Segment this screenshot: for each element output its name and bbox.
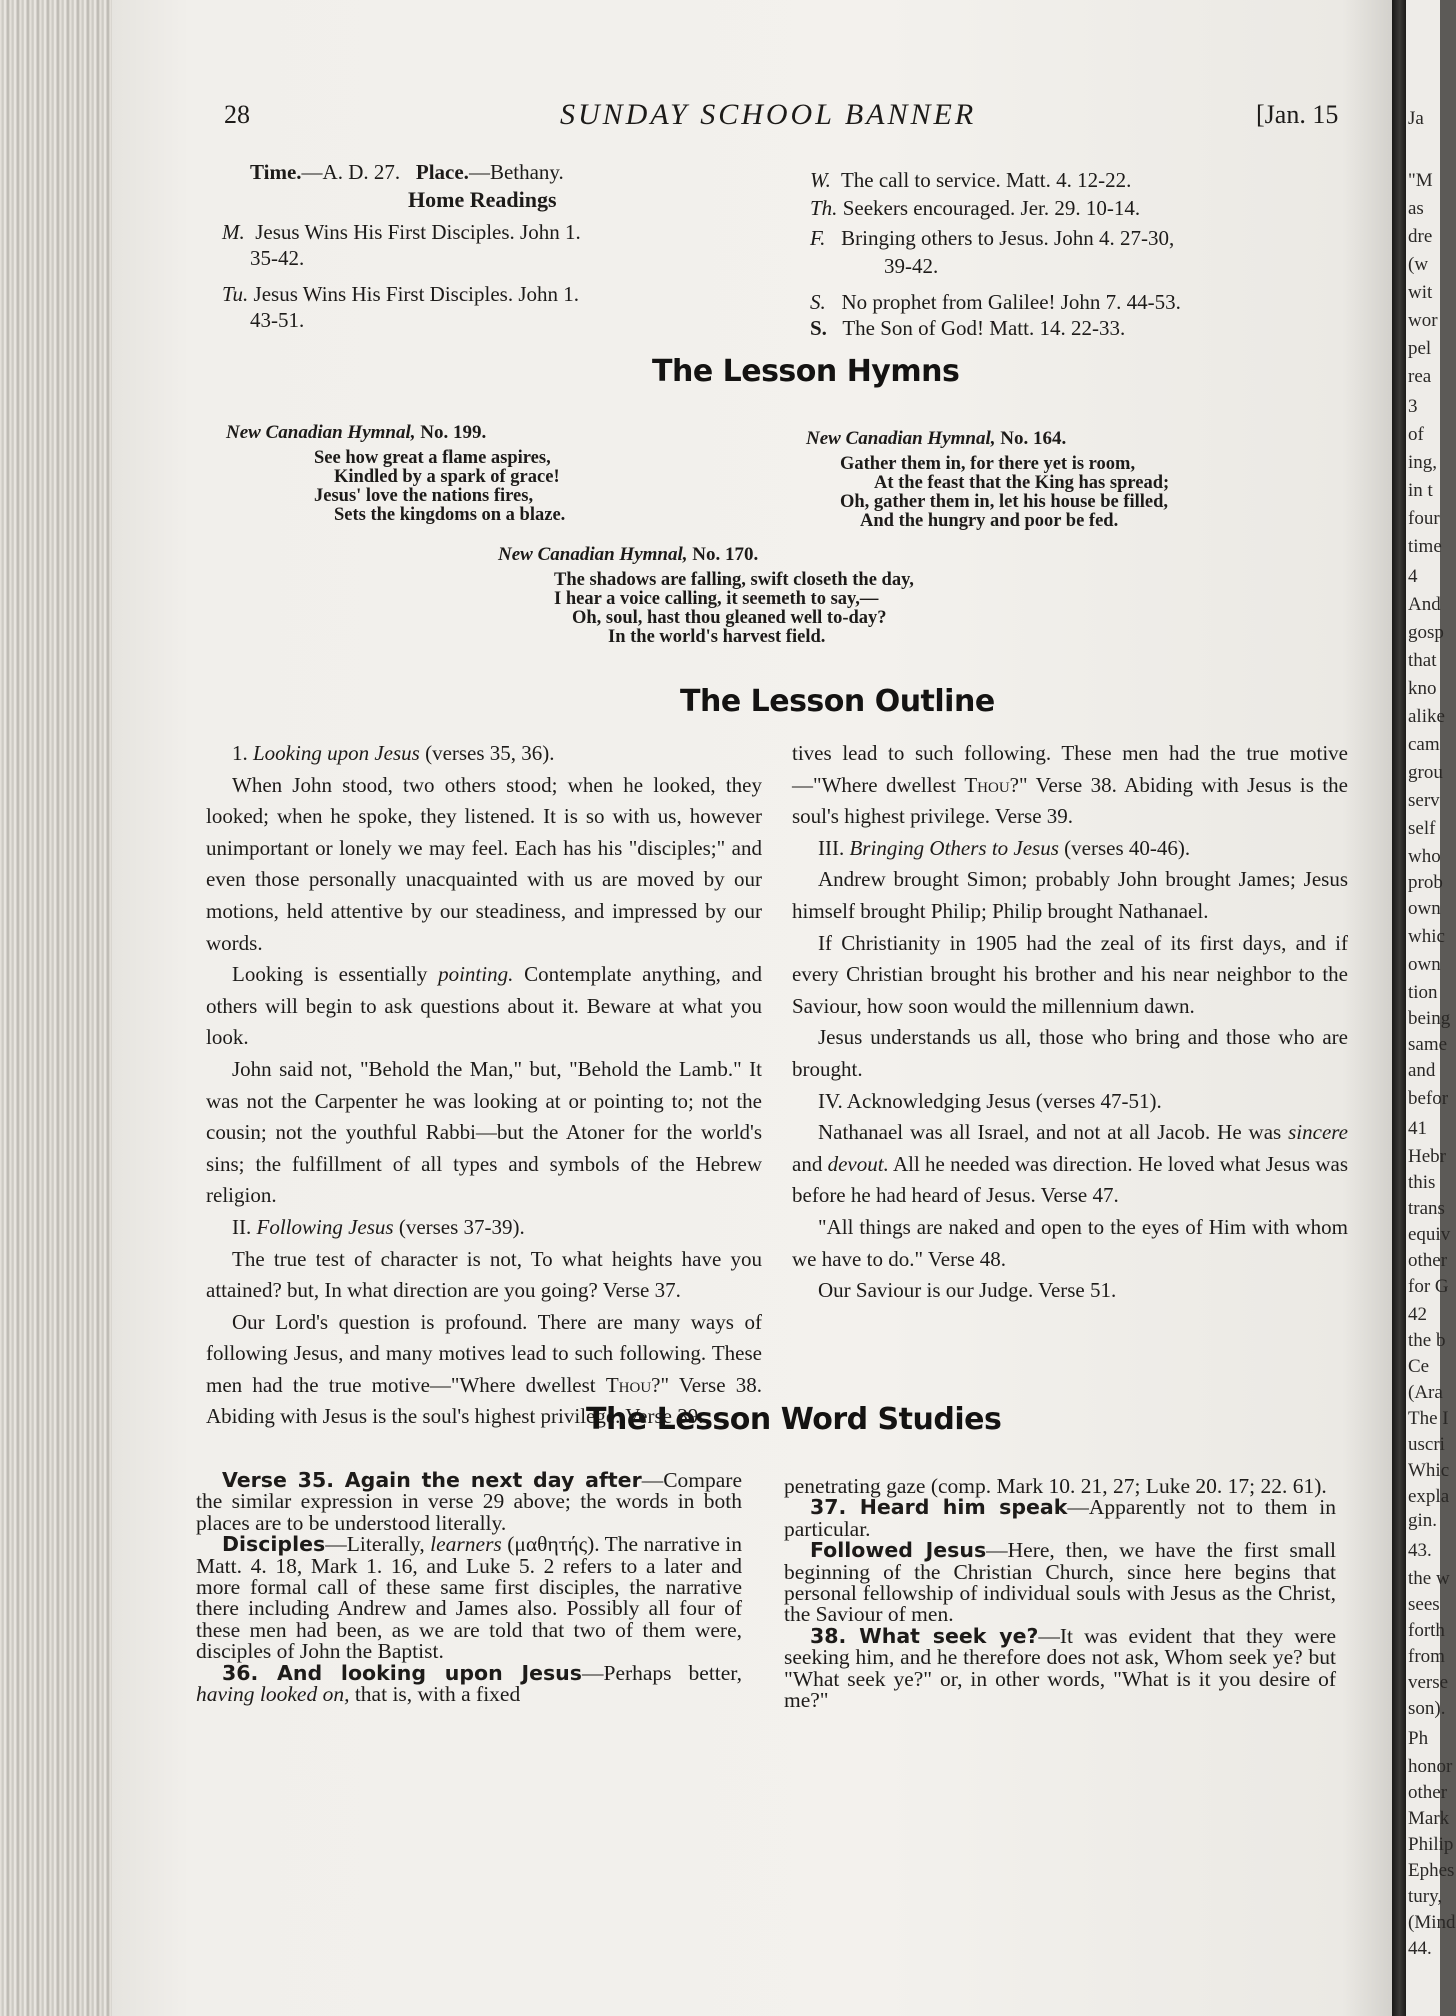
word-study-entry [784, 1540, 1336, 1626]
facing-page-line: other [1408, 1250, 1448, 1271]
section-title: Looking upon Jesus [253, 741, 420, 765]
hymn-line: And the hungry and poor be fed. [860, 511, 1119, 531]
section-ref: (verses 47-51). [1035, 1088, 1162, 1113]
hymn-line: Oh, soul, hast thou gleaned well to-day? [572, 608, 887, 628]
facing-page-line: ing, [1408, 452, 1438, 473]
facing-page-line: sees [1408, 1594, 1440, 1615]
outline-column-right [792, 738, 1348, 1307]
section-title: Bringing Others to Jesus [849, 835, 1059, 860]
outline-paragraph: Our Saviour is our Judge. Verse 51. [818, 1278, 1117, 1303]
facing-page-line: and [1408, 1060, 1436, 1081]
outline-paragraph [206, 959, 762, 1054]
hymns-heading: The Lesson Hymns [652, 354, 960, 389]
word-study-greek: (μαθητής). [501, 1532, 600, 1557]
text-run: Looking is essentially [232, 962, 439, 987]
facing-page-line: Hebr [1408, 1146, 1446, 1167]
reading-text: Seekers encouraged. Jer. 29. 10-14. [842, 196, 1141, 220]
facing-page-line: cam [1408, 734, 1440, 755]
facing-page-line: who [1408, 846, 1441, 867]
outline-paragraph: John said not, "Behold the Man," but, "Behold the Lamb." It was not the Carpenter he was looking at or pointing to; not the cousin; not the youthful Rabbi—but the Atoner for the world's sins; the fulfillment of all types and symbols of the Hebrew religion. [206, 1056, 762, 1208]
facing-page-line: the w [1408, 1568, 1450, 1589]
hymnal-name: New Canadian Hymnal, [806, 428, 996, 449]
facing-page-line: wit [1408, 282, 1433, 303]
facing-page-line: uscri [1408, 1434, 1445, 1455]
facing-page-line: other [1408, 1782, 1448, 1803]
text-run: and [792, 1151, 828, 1176]
hymn-number: No. 164. [1000, 428, 1067, 449]
facing-page-line: the b [1408, 1330, 1446, 1351]
word-study-text: —It was evident that they were seeking him, and he therefore does not ask, Whom seek ye? but "What seek ye?" or, in other words, "What is it you desire of me?" [784, 1623, 1336, 1713]
hymn-line: Jesus' love the nations fires, [314, 486, 534, 506]
facing-page-line: whic [1408, 926, 1445, 947]
facing-page-line: dre [1408, 226, 1433, 247]
outline-section-2 [206, 1212, 762, 1244]
facing-page-line: gosp [1408, 622, 1444, 643]
reading-text: Bringing others to Jesus. John 4. 27-30, [841, 226, 1175, 250]
facing-page-line: The I [1408, 1408, 1449, 1429]
facing-page-line: Mark [1408, 1808, 1450, 1829]
outline-section-1 [206, 738, 762, 770]
word-study-keyword: Verse 35. Again the next day after [222, 1468, 642, 1492]
facing-page-line: serv [1408, 790, 1440, 811]
facing-page-line: wor [1408, 310, 1438, 331]
facing-page-line: self [1408, 818, 1436, 839]
hymn-source [806, 428, 1066, 450]
facing-page-line: forth [1408, 1620, 1445, 1641]
time-label: Time. [250, 160, 302, 184]
outline-paragraph: "All things are naked and open to the eyes of Him with whom we have to do." Verse 48. [792, 1214, 1348, 1271]
facing-page-line: 4 [1408, 566, 1418, 587]
hymn-line: Kindled by a spark of grace! [334, 467, 560, 487]
facing-page-line: Ph [1408, 1728, 1429, 1749]
word-studies-column-left [196, 1470, 742, 1706]
reading-text: Jesus Wins His First Disciples. John 1. [255, 220, 581, 244]
section-title: Following Jesus [256, 1214, 394, 1239]
word-study-entry [784, 1623, 1336, 1713]
word-study-keyword: 37. Heard him speak [810, 1495, 1068, 1520]
outline-paragraph: Andrew brought Simon; probably John brought James; Jesus himself brought Philip; Philip brought Nathanael. [792, 867, 1348, 923]
facing-page-line: expla [1408, 1486, 1450, 1507]
section-ref: (verses 40-46). [1064, 835, 1191, 860]
facing-page-line: own [1408, 898, 1441, 919]
facing-page-line: (Ara [1408, 1382, 1443, 1403]
facing-page-line: this [1408, 1172, 1436, 1193]
outline-paragraph: Jesus understands us all, those who bring and those who are brought. [792, 1025, 1348, 1081]
facing-page-line: trans [1408, 1198, 1445, 1219]
facing-page-line: honor [1408, 1756, 1453, 1777]
facing-page-line: "M [1408, 170, 1433, 191]
place-label: Place. [415, 160, 469, 184]
outline-column-left [206, 738, 762, 1429]
time-value: —A. D. 27. [301, 160, 401, 184]
word-study-entry-start [196, 1660, 742, 1707]
facing-page-line: kno [1408, 678, 1437, 699]
reading-day: W. [810, 168, 831, 192]
outline-section-3 [792, 833, 1348, 865]
facing-page-line: And [1408, 594, 1441, 615]
facing-page-line: Whic [1408, 1460, 1450, 1481]
place-value: —Bethany. [468, 160, 564, 184]
facing-page-line: Ce [1408, 1356, 1430, 1377]
facing-page-line: pel [1408, 338, 1432, 359]
facing-page-line: prob [1408, 872, 1443, 893]
outline-paragraph [792, 1117, 1348, 1212]
facing-page-line: grou [1408, 762, 1443, 783]
reading-item [810, 314, 1125, 342]
section-title: Acknowledging Jesus [846, 1088, 1031, 1113]
reading-text: Jesus Wins His First Disciples. John 1. [253, 282, 579, 306]
word-study-text: —Here, then, we have the first small beginning of the Christian Church, since here begins that personal fellowship of individual souls with Jesus as the Christ, the Saviour of men. [784, 1538, 1337, 1627]
hymn-line: Sets the kingdoms on a blaze. [334, 505, 566, 525]
outline-paragraph: If Christianity in 1905 had the zeal of its first days, and if every Christian brought his brother and his near neighbor to the Saviour, how soon would the millennium dawn. [792, 930, 1348, 1018]
facing-page-line: that [1408, 650, 1437, 671]
word-study-text: The narrative in Matt. 4. 18, Mark 1. 16, and Luke 5. 2 refers to a later and more formal call of these same first disciples, the narrative there including Andrew and James also. Possibly all four of these men had been, as we are told that two of them were, disciples of John the Baptist. [196, 1532, 742, 1664]
word-studies-heading: The Lesson Word Studies [586, 1402, 1002, 1437]
facing-page-line: for G [1408, 1276, 1449, 1297]
reading-item [810, 224, 1174, 252]
section-number: IV. [818, 1088, 843, 1113]
facing-page-line: 41 [1408, 1118, 1427, 1139]
reading-item [810, 288, 1181, 316]
reading-item [810, 194, 1140, 222]
issue-date: [Jan. 15 [1256, 100, 1339, 129]
hymn-line: Gather them in, for there yet is room, [840, 454, 1136, 474]
facing-page-line: 3 [1408, 396, 1418, 417]
hymn-line: In the world's harvest field. [608, 627, 826, 647]
hymn-source [226, 422, 486, 444]
word-study-entry-continued: penetrating gaze (comp. Mark 10. 21, 27; Luke 20. 17; 22. 61). [784, 1474, 1327, 1498]
text-run-smallcaps: Thou [605, 1372, 652, 1397]
word-study-text: —Perhaps better, [581, 1660, 742, 1685]
word-study-entry [196, 1470, 742, 1534]
reading-item [222, 218, 581, 246]
text-run: ?" Verse 38. Abiding with Jesus is the soul's highest privilege. Verse 39. [206, 1372, 762, 1429]
hymn-line: I hear a voice calling, it seemeth to say,— [554, 589, 879, 609]
reading-item [222, 280, 579, 308]
reading-day: F. [810, 226, 826, 250]
text-run-italic: sincere [1288, 1120, 1348, 1145]
page-number: 28 [224, 100, 250, 129]
facing-page-line: in t [1408, 480, 1433, 501]
outline-heading: The Lesson Outline [680, 684, 995, 719]
word-study-keyword: Disciples [222, 1532, 326, 1557]
word-study-keyword: 36. And looking upon Jesus [222, 1660, 582, 1685]
facing-page-line: Ephes [1408, 1860, 1455, 1881]
section-ref: (verses 37-39). [398, 1214, 525, 1239]
text-run-smallcaps: Thou [964, 772, 1010, 797]
outline-paragraph: When John stood, two others stood; when he looked, they looked; when he spoke, they listened. It is so with us, however unimportant or lonely we may feel. Each has his "disciples;" and even those personally unacquainted with us are moved by our motions, held attentive by our steadiness, and impressed by our words. [206, 772, 762, 955]
hymn-number: No. 199. [420, 422, 487, 443]
home-readings-title: Home Readings [408, 187, 557, 212]
facing-page-line: 42 [1408, 1304, 1427, 1325]
facing-page-line: 43. [1408, 1540, 1432, 1561]
section-ref: (verses 35, 36). [425, 741, 555, 765]
hymn-line: At the feast that the King has spread; [874, 473, 1170, 493]
facing-page-line: tury, [1408, 1886, 1443, 1907]
word-study-keyword: Followed Jesus [810, 1538, 987, 1563]
hymn-line: The shadows are falling, swift closeth the day, [554, 570, 914, 590]
reading-text: No prophet from Galilee! John 7. 44-53. [841, 290, 1181, 314]
hymnal-name: New Canadian Hymnal, [498, 544, 688, 565]
hymnal-name: New Canadian Hymnal, [226, 422, 416, 443]
text-run-italic: pointing. [438, 962, 514, 987]
hymn-line: See how great a flame aspires, [314, 448, 551, 468]
reading-text: The call to service. Matt. 4. 12-22. [840, 168, 1132, 192]
facing-page-line: (Mind [1408, 1912, 1456, 1933]
section-number: III. [818, 835, 845, 860]
facing-page-line: being [1408, 1008, 1451, 1029]
reading-day: S. [810, 316, 827, 340]
word-study-entry [784, 1497, 1336, 1540]
facing-page-line: equiv [1408, 1224, 1451, 1245]
time-place-line [250, 158, 564, 186]
facing-page-line: Ja [1408, 108, 1424, 129]
facing-page-line: alike [1408, 706, 1445, 727]
facing-page-line: of [1408, 424, 1424, 445]
facing-page-line: own [1408, 954, 1441, 975]
text-run: ?" Verse 38. Abiding with Jesus is the soul's highest privilege. Verse 39. [792, 772, 1348, 829]
word-study-entry [196, 1534, 742, 1662]
hymn-line: Oh, gather them in, let his house be filled, [840, 492, 1169, 512]
text-run: All he needed was direction. He loved what Jesus was before he had heard of Jesus. Verse 47. [792, 1151, 1348, 1208]
magazine-title: SUNDAY SCHOOL BANNER [560, 98, 977, 131]
reading-item [810, 166, 1131, 194]
word-study-italic: learners [430, 1532, 502, 1557]
section-number: 1. [232, 741, 248, 765]
reading-day: S. [810, 290, 826, 314]
facing-page-line: tion [1408, 982, 1438, 1003]
outline-section-4 [792, 1086, 1348, 1118]
word-study-keyword: 38. What seek ye? [810, 1623, 1039, 1648]
reading-day: M. [222, 220, 245, 244]
facing-page-line: 44. [1408, 1938, 1432, 1959]
reading-text-cont: 43-51. [250, 308, 305, 332]
reading-text-cont: 39-42. [884, 254, 939, 278]
facing-page-line: verse [1408, 1672, 1449, 1693]
hymn-number: No. 170. [692, 544, 759, 565]
reading-text-cont: 35-42. [250, 246, 305, 270]
facing-page-line: befor [1408, 1088, 1449, 1109]
text-run: Nathanael was all Israel, and not at all Jacob. He was [818, 1120, 1289, 1145]
reading-day: Th. [810, 196, 838, 220]
facing-page-line: gin. [1408, 1510, 1438, 1531]
facing-page-line: time [1408, 536, 1442, 557]
word-study-italic: having looked on, [196, 1682, 350, 1707]
outline-paragraph: The true test of character is not, To what heights have you attained? but, In what direction are you going? Verse 37. [206, 1246, 762, 1303]
reading-text: The Son of God! Matt. 14. 22-33. [842, 316, 1126, 340]
outline-paragraph-start [206, 1307, 762, 1429]
section-number: II. [232, 1214, 252, 1239]
facing-page-line: same [1408, 1034, 1448, 1055]
word-study-text: that is, with a fixed [349, 1682, 521, 1707]
word-studies-column-right [784, 1476, 1336, 1711]
facing-page-line: (w [1408, 254, 1429, 275]
word-study-text: —Compare the similar expression in verse 29 above; the words in both places are to be understood literally. [196, 1468, 742, 1535]
facing-page-line: Philip [1408, 1834, 1454, 1855]
facing-page-line: rea [1408, 366, 1432, 387]
text-run-italic: devout. [827, 1151, 889, 1176]
hymn-source [498, 544, 758, 566]
facing-page-line: from [1408, 1646, 1445, 1667]
facing-page-line: son). [1408, 1698, 1446, 1719]
text-run: Our Lord's question is profound. There are many ways of following Jesus, and many motives lead to such following. These men had the true motive—"Where dwellest [206, 1309, 762, 1397]
reading-day: Tu. [222, 282, 249, 306]
outline-paragraph-continued: tives lead to such following. These men had the true motive—"Where dwellest Thou?" Verse 38. Abiding with Jesus is the soul's highest privilege. Verse 39. [792, 741, 1348, 829]
facing-page-line: as [1408, 198, 1424, 219]
word-study-text: —Literally, [325, 1532, 431, 1557]
facing-page-line: four [1408, 508, 1440, 529]
text-run: Contemplate anything, and others will begin to ask questions about it. Beware at what you look. [206, 962, 762, 1050]
word-study-text: —Apparently not to them in particular. [784, 1495, 1336, 1541]
